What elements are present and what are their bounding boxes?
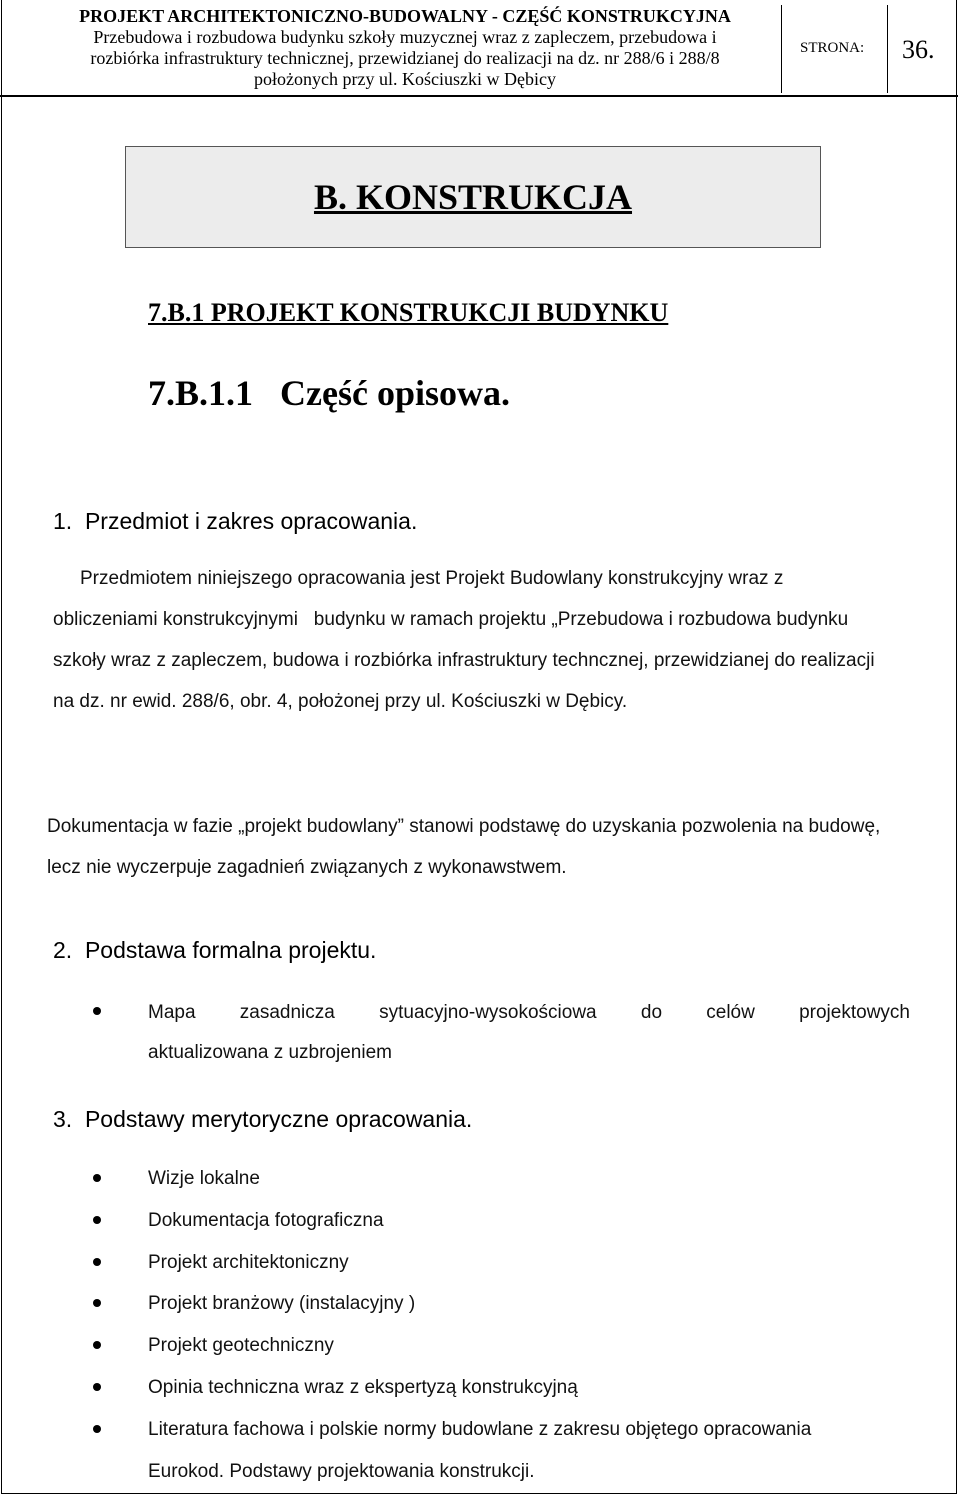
list-item-word: Mapa — [148, 1002, 196, 1023]
list-item-text: Opinia techniczna wraz z ekspertyzą konstrukcyjną — [148, 1376, 578, 1398]
heading-formal-basis: 2. Podstawa formalna projektu. — [53, 937, 377, 963]
header-line-3: rozbiórka infrastruktury technicznej, przewidzianej do realizacji na dz. nr 288/6 i 288/8 — [90, 48, 720, 68]
page-header — [0, 0, 958, 97]
list-item-second-line: aktualizowana z uzbrojeniem — [148, 1042, 392, 1063]
substantive-basis-list — [93, 1158, 893, 1492]
heading-descriptive-part: 7.B.1.1 Część opisowa. — [148, 373, 510, 413]
list-item-text: Projekt geotechniczny — [148, 1335, 334, 1357]
formal-basis-list — [93, 993, 910, 1073]
bullet-icon — [93, 1174, 101, 1182]
list-item-text: Eurokod. Podstawy projektowania konstrukcji. — [148, 1460, 535, 1482]
list-item — [93, 993, 910, 1073]
list-item — [93, 1451, 893, 1493]
list-item — [93, 1409, 893, 1451]
heading-project: 7.B.1 PROJEKT KONSTRUKCJI BUDYNKU — [148, 298, 669, 327]
page-label: STRONA: — [800, 40, 865, 56]
section-title-box — [125, 146, 821, 248]
header-divider — [781, 5, 782, 93]
list-item-text: Literatura fachowa i polskie normy budowlane z zakresu objętego opracowania — [148, 1418, 812, 1440]
header-line-4: położonych przy ul. Kościuszki w Dębicy — [254, 69, 556, 89]
bullet-icon — [93, 1341, 101, 1349]
list-item — [93, 1367, 893, 1409]
header-line-2: Przebudowa i rozbudowa budynku szkoły muzycznej wraz z zapleczem, przebudowa i — [93, 27, 717, 47]
header-text-block — [20, 6, 790, 90]
list-item — [93, 1200, 893, 1242]
paragraph-subject-text: Przedmiotem niniejszego opracowania jest Projekt Budowlany konstrukcyjny wraz z obliczeniami konstrukcyjnymi budynku w ramach projektu „Przebudowa i rozbudowa budynku szkoły wraz z zapleczem, budowa i rozbiórka infrastruktury techncznej, przewidzianej do realizacji na dz. nr ewid. 288/6, obr. 4, położonej przy ul. Kościuszki w Dębicy. — [53, 568, 880, 712]
list-item-word: zasadnicza — [239, 1002, 335, 1023]
list-item — [93, 1158, 893, 1200]
list-item-word: projektowych — [799, 1002, 910, 1023]
paragraph-documentation: Dokumentacja w fazie „projekt budowlany” stanowi podstawę do uzyskania pozwolenia na budowę, lecz nie wyczerpuje zagadnień związanych z wykonawstwem. — [47, 816, 881, 878]
list-item-first-line — [148, 993, 910, 1033]
bullet-icon — [93, 1007, 101, 1015]
list-item — [93, 1283, 893, 1325]
page-number: 36. — [902, 35, 935, 64]
bullet-icon — [93, 1299, 101, 1307]
list-item — [93, 1242, 893, 1284]
list-item-text: Wizje lokalne — [148, 1168, 260, 1189]
heading-subject-scope: 1. Przedmiot i zakres opracowania. — [53, 508, 418, 534]
header-title: PROJEKT ARCHITEKTONICZNO-BUDOWALNY - CZĘŚĆ KONSTRUKCYJNA — [79, 6, 731, 26]
paragraph-subject — [53, 558, 893, 722]
header-divider — [887, 5, 888, 93]
list-item — [93, 1325, 893, 1367]
list-item-text: Dokumentacja fotograficzna — [148, 1209, 384, 1231]
bullet-icon — [93, 1216, 101, 1224]
heading-substantive-basis: 3. Podstawy merytoryczne opracowania. — [53, 1106, 473, 1132]
section-title: B. KONSTRUKCJA — [313, 177, 633, 217]
bullet-icon — [93, 1258, 101, 1266]
list-item-word: do — [640, 1002, 663, 1023]
bullet-icon — [93, 1425, 101, 1433]
list-item-text: Projekt branżowy (instalacyjny ) — [148, 1293, 416, 1315]
list-item-text: Projekt architektoniczny — [148, 1251, 349, 1273]
list-item-word: celów — [706, 1002, 755, 1023]
list-item-word: sytuacyjno-wysokościowa — [379, 1002, 597, 1023]
bullet-icon — [93, 1383, 101, 1391]
